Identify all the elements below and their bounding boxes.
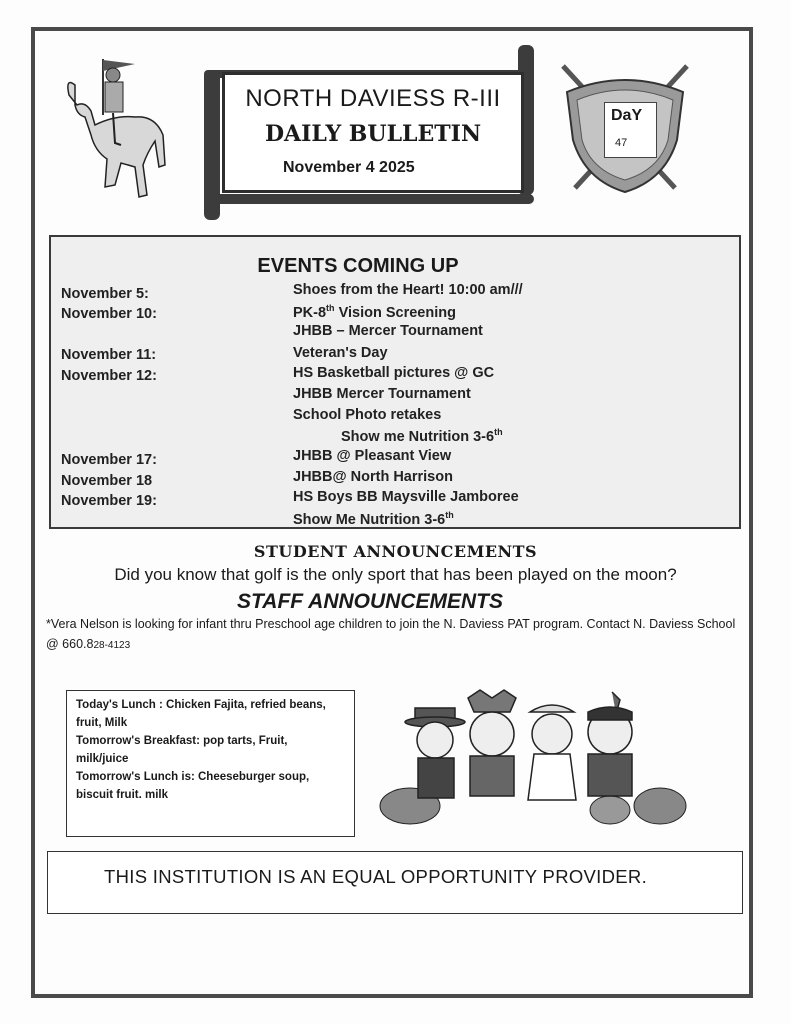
staff-announcement-text: *Vera Nelson is looking for infant thru Preschool age children to join the N. Daviess PAT program. Contact N. Daviess School @ 660.828-4123 <box>46 617 736 651</box>
student-announcement-text: Did you know that golf is the only sport that has been played on the moon? <box>114 565 677 584</box>
events-title: EVENTS COMING UP <box>257 255 459 277</box>
lunch-line: Tomorrow's Breakfast: pop tarts, Fruit, <box>76 735 288 747</box>
lunch-menu-box <box>66 690 355 837</box>
event-date: November 19: <box>61 493 157 509</box>
bulletin-date: November 4 2025 <box>283 159 415 176</box>
lunch-line: milk/juice <box>76 753 129 765</box>
event-text: Veteran's Day <box>293 345 388 361</box>
lunch-line: fruit, Milk <box>76 717 128 729</box>
bulletin-title: DAILY BULLETIN <box>264 121 482 147</box>
day-counter-box <box>604 102 657 158</box>
event-text: JHBB @ Pleasant View <box>293 448 452 464</box>
lunch-line: biscuit fruit. milk <box>76 789 169 801</box>
lunch-line: Tomorrow's Lunch is: Cheeseburger soup, <box>76 771 310 783</box>
event-date: November 11: <box>61 347 157 363</box>
event-text: HS Boys BB Maysville Jamboree <box>293 489 519 505</box>
event-text: JHBB@ North Harrison <box>293 469 453 485</box>
event-text: HS Basketball pictures @ GC <box>293 365 495 381</box>
event-text: Show Me Nutrition 3-6th <box>293 510 454 528</box>
thanksgiving-kids-illustration <box>370 688 690 828</box>
lunch-line: Today's Lunch : Chicken Fajita, refried beans, <box>76 699 326 711</box>
equal-opportunity-box <box>47 851 743 914</box>
event-date: November 17: <box>61 452 157 468</box>
student-announcements-title: STUDENT ANNOUNCEMENTS <box>253 542 538 561</box>
event-text: Show me Nutrition 3-6th <box>341 427 503 445</box>
event-text: PK-8th Vision Screening <box>293 303 456 321</box>
equal-opportunity-statement: THIS INSTITUTION IS AN EQUAL OPPORTUNITY PROVIDER. <box>104 866 648 887</box>
title-box <box>222 72 524 193</box>
events-panel <box>49 235 741 529</box>
staff-announcements-title: STAFF ANNOUNCEMENTS <box>237 590 503 613</box>
district-name: NORTH DAVIESS R-III <box>245 85 501 112</box>
event-text: JHBB – Mercer Tournament <box>293 323 483 339</box>
event-text: Shoes from the Heart! 10:00 am/// <box>293 282 523 298</box>
event-text: School Photo retakes <box>293 407 442 423</box>
event-date: November 5: <box>61 286 149 302</box>
day-label: DaY <box>611 107 643 124</box>
knight-on-horse-illustration <box>55 55 175 205</box>
day-number: 47 <box>615 137 628 149</box>
event-text: JHBB Mercer Tournament <box>293 386 471 402</box>
event-date: November 12: <box>61 368 157 384</box>
event-date: November 10: <box>61 306 157 322</box>
event-date: November 18 <box>61 473 153 489</box>
